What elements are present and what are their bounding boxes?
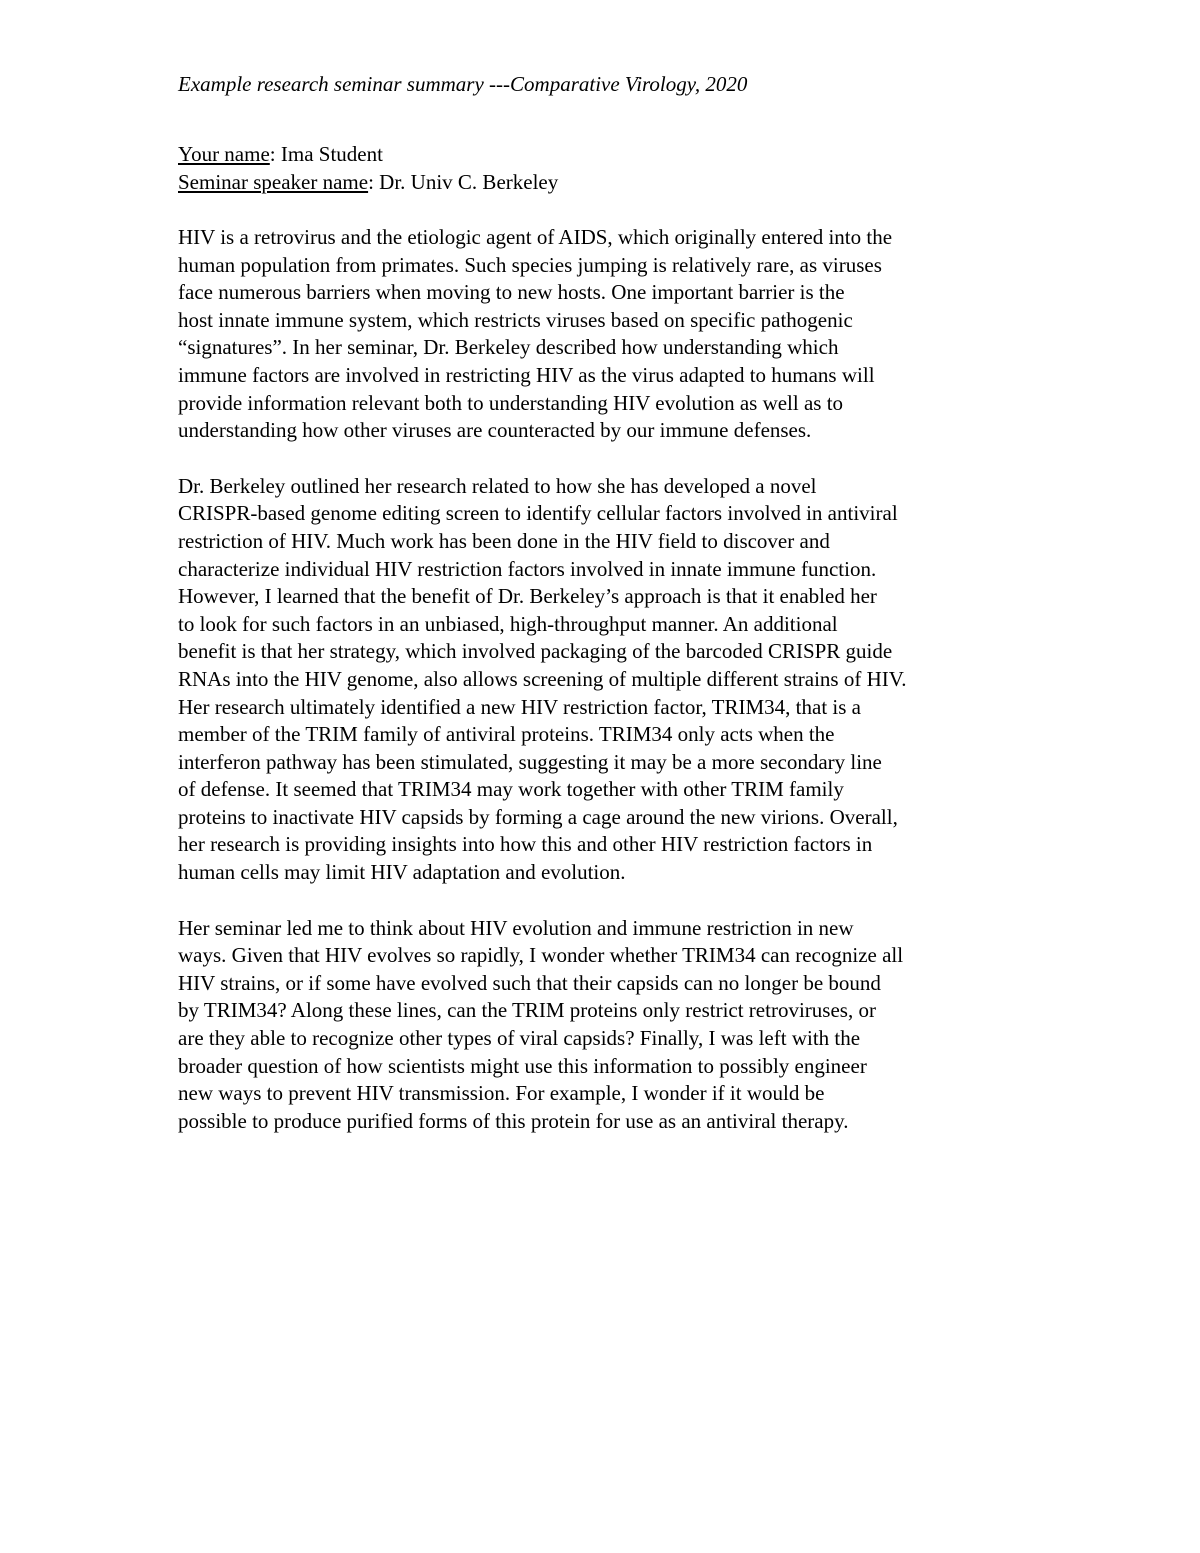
paragraph-line: ways. Given that HIV evolves so rapidly, I wonder whether TRIM34 can recognize all [178,943,904,968]
paragraph-line: possible to produce purified forms of this protein for use as an antiviral therapy. [178,1108,849,1133]
paragraph-line: HIV strains, or if some have evolved such that their capsids can no longer be bound [178,970,881,995]
paragraph-line: of defense. It seemed that TRIM34 may work together with other TRIM family [178,777,844,802]
paragraph-line: immune factors are involved in restricting HIV as the virus adapted to humans will [178,362,875,387]
paragraph-line: are they able to recognize other types of viral capsids? Finally, I was left with the [178,1026,861,1051]
paragraph-line: Dr. Berkeley outlined her research related to how she has developed a novel [178,473,817,498]
paragraph-line: by TRIM34? Along these lines, can the TRIM proteins only restrict retroviruses, or [178,998,876,1023]
speaker-name-value: : Dr. Univ C. Berkeley [368,170,559,194]
paragraph-line: interferon pathway has been stimulated, suggesting it may be a more secondary line [178,749,882,774]
paragraph-line: understanding how other viruses are counteracted by our immune defenses. [178,418,812,443]
paragraph-line: CRISPR-based genome editing screen to identify cellular factors involved in antiviral [178,501,898,526]
paragraph-line: HIV is a retrovirus and the etiologic agent of AIDS, which originally entered into the [178,225,893,249]
student-name-value: : Ima Student [269,142,383,166]
student-name-line [178,140,1038,168]
document-body [178,70,1038,1135]
paragraph-line: human cells may limit HIV adaptation and evolution. [178,860,626,885]
paragraph-line: new ways to prevent HIV transmission. For example, I wonder if it would be [178,1081,825,1106]
paragraph-line: Her research ultimately identified a new HIV restriction factor, TRIM34, that is a [178,694,861,719]
paragraph-line: benefit is that her strategy, which involved packaging of the barcoded CRISPR guide [178,639,893,664]
paragraph-line: characterize individual HIV restriction factors involved in innate immune function. [178,556,877,581]
paragraph-line: her research is providing insights into how this and other HIV restriction factors in [178,832,873,857]
paragraph-line: member of the TRIM family of antiviral proteins. TRIM34 only acts when the [178,722,835,747]
paragraph-line: provide information relevant both to understanding HIV evolution as well as to [178,390,844,415]
document-title: Example research seminar summary ---Comparative Virology, 2020 [178,72,748,96]
paragraph-1 [178,224,1038,445]
paragraph-line: “signatures”. In her seminar, Dr. Berkeley described how understanding which [178,335,839,360]
speaker-name-label: Seminar speaker name [178,170,369,194]
paragraph-line: restriction of HIV. Much work has been done in the HIV field to discover and [178,528,830,553]
paragraph-line: broader question of how scientists might use this information to possibly engineer [178,1053,867,1078]
paragraph-line: host innate immune system, which restricts viruses based on specific pathogenic [178,307,853,332]
paragraph-2 [178,473,1038,887]
header-fields [178,140,1038,196]
paragraph-line: face numerous barriers when moving to new hosts. One important barrier is the [178,280,845,305]
student-name-label: Your name [178,142,270,166]
paragraph-line: Her seminar led me to think about HIV evolution and immune restriction in new [178,915,854,940]
paragraph-line: However, I learned that the benefit of Dr. Berkeley’s approach is that it enabled her [178,584,877,609]
paragraph-line: human population from primates. Such species jumping is relatively rare, as viruses [178,252,882,277]
paragraph-line: proteins to inactivate HIV capsids by forming a cage around the new virions. Overall, [178,804,898,829]
paragraph-3 [178,915,1038,1136]
paragraph-line: RNAs into the HIV genome, also allows screening of multiple different strains of HIV. [178,666,907,691]
speaker-name-line [178,168,1038,196]
paragraph-line: to look for such factors in an unbiased, high-throughput manner. An additional [178,611,838,636]
